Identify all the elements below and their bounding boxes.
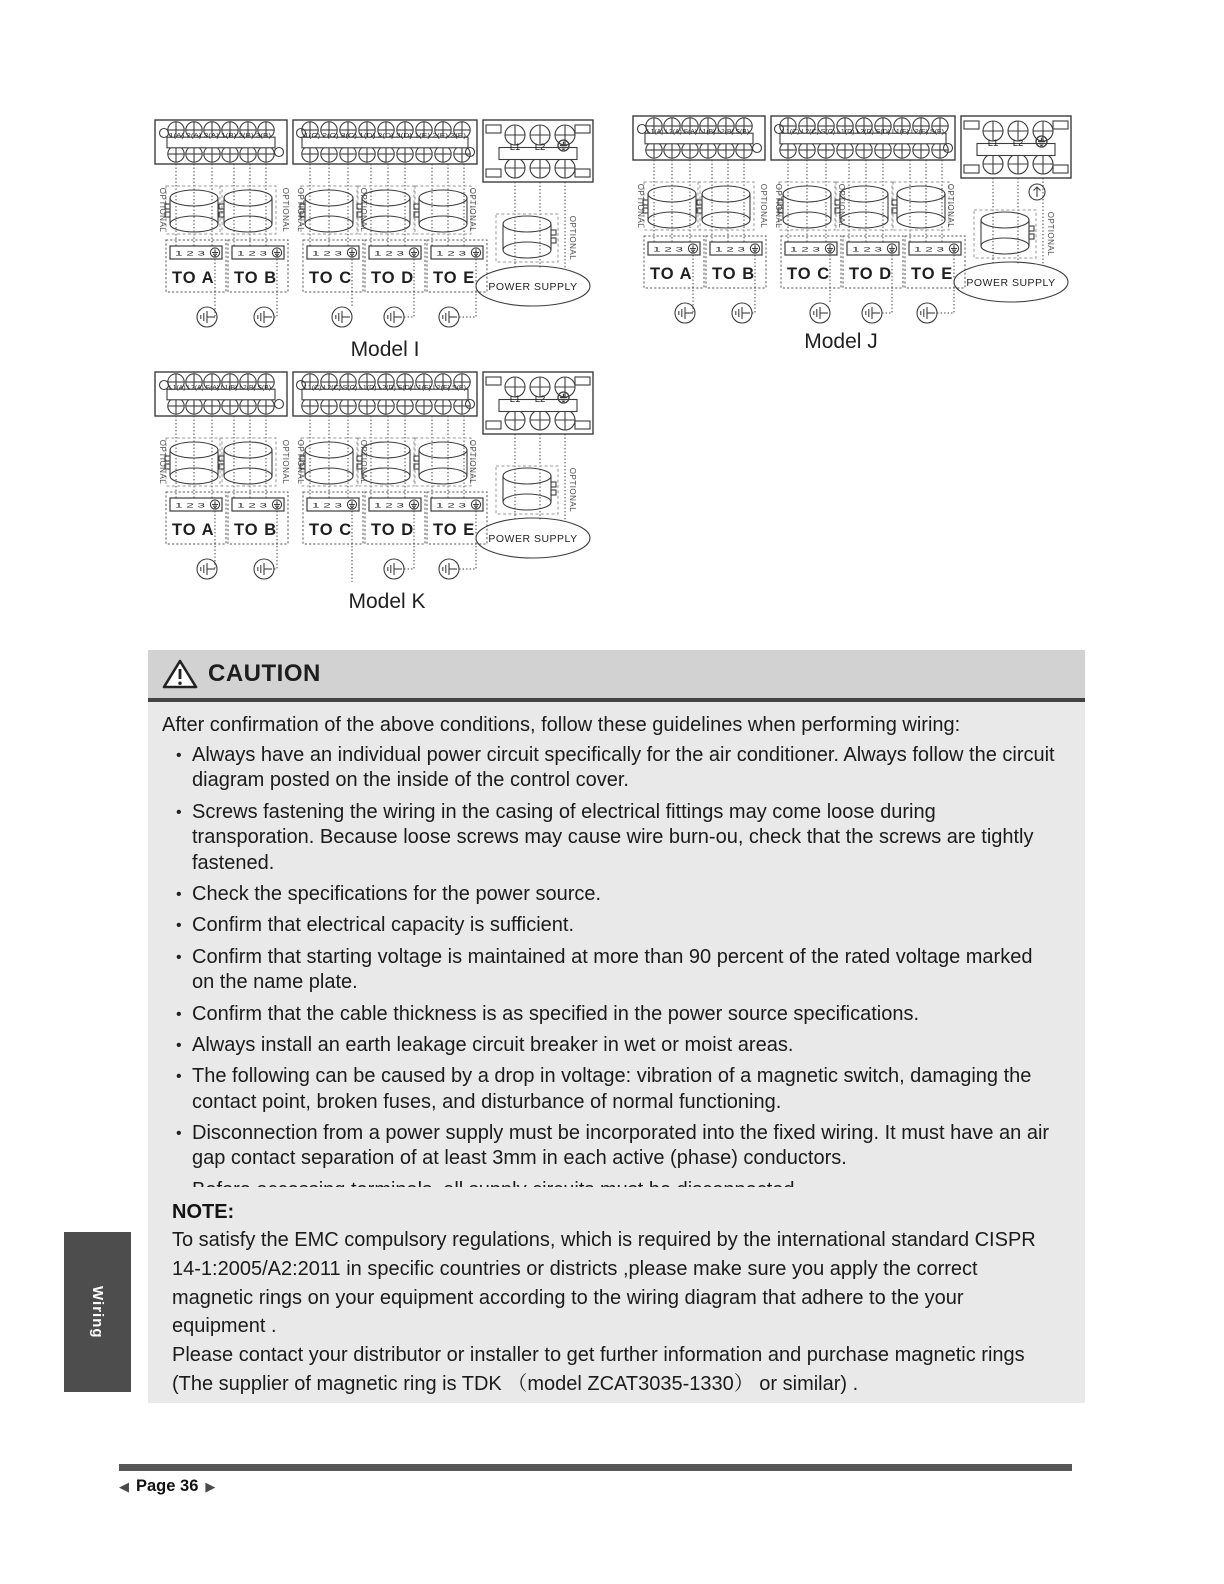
footer-page-nav (119, 1477, 215, 1496)
optional-label: OPTIONAL (359, 439, 368, 485)
ground-icon (917, 303, 937, 323)
earth-terminal-icon (558, 392, 569, 403)
pin-numbers: 1 2 3 (312, 250, 343, 258)
sidebar-tab-label: Wiring (89, 1285, 106, 1339)
connector-to-a (166, 492, 226, 544)
ground-icon (254, 559, 274, 579)
ground-icon (254, 307, 274, 327)
ferrite-ring (643, 186, 696, 228)
terminal-block-cde (771, 116, 955, 160)
optional-label: OPTIONAL (468, 187, 477, 233)
optional-label: OPTIONAL (296, 187, 305, 233)
connector-to-b (228, 492, 288, 544)
terminal-block-ab (155, 372, 287, 416)
earth-terminal-icon (347, 248, 356, 257)
pin-numbers: 1 2 3 (374, 502, 405, 510)
connector-label: TO B (234, 521, 278, 539)
caution-header (148, 650, 1085, 702)
connector-to-d (365, 240, 425, 292)
connector-label: TO E (911, 265, 954, 283)
connector-label: TO E (433, 521, 476, 539)
pin-numbers: 1 2 3 (852, 246, 883, 254)
optional-label: OPTIONAL (468, 439, 477, 485)
connector-to-d (365, 492, 425, 544)
optional-label: OPTIONAL (296, 439, 305, 485)
model-label: Model K (348, 590, 426, 613)
earth-terminal-icon (210, 500, 219, 509)
caution-list (160, 743, 1059, 1203)
ground-icon (732, 303, 752, 323)
caution-bullet: • Confirm that the cable thickness is as specified in the power source specifications. (160, 1002, 1059, 1027)
terminal-block-cde (293, 372, 477, 416)
connector-label: TO A (172, 269, 215, 287)
connector-label: TO D (849, 265, 893, 283)
connector-to-c (781, 236, 841, 288)
connector-label: TO E (433, 269, 476, 287)
optional-label: OPTIONAL (281, 439, 290, 485)
connector-to-e (905, 236, 965, 288)
terminal-labels: L1(A) L2(A) S(A) L1(B) L2(B) S(B) (647, 128, 749, 136)
connector-to-a (644, 236, 704, 288)
connector-to-a (166, 240, 226, 292)
ferrite-ring (697, 186, 750, 228)
connector-to-c (303, 240, 363, 292)
optional-label: OPTIONAL (568, 215, 577, 261)
ground-icon (197, 307, 217, 327)
optional-label: OPTIONAL (837, 183, 846, 229)
ground-icon (810, 303, 830, 323)
connector-label: TO D (371, 269, 415, 287)
terminal-labels: 1(C) 2(C) 3(C) 1(D) 2(D) 3(D) 1(E) 2(E) 3(E) (304, 132, 466, 140)
ferrite-ring (219, 190, 272, 232)
connector-to-c (303, 492, 363, 544)
ferrite-ring (165, 190, 218, 232)
power-supply-label: POWER SUPPLY (966, 277, 1056, 289)
earth-terminal-icon (887, 244, 896, 253)
earth-terminal-icon (688, 244, 697, 253)
pin-numbers: 1 2 3 (175, 250, 206, 258)
optional-label: OPTIONAL (759, 183, 768, 229)
caution-bullet: • Screws fastening the wiring in the casing of electrical fittings may come loose during transporation. Because loose screws may cause wire burn-ou, check that the screws are tightly fastened. (160, 800, 1059, 876)
connector-label: TO D (371, 521, 415, 539)
power-terminal-l2: L2 (1012, 138, 1024, 149)
ground-icon (439, 307, 459, 327)
earth-terminal-icon (347, 500, 356, 509)
optional-label: OPTIONAL (158, 439, 167, 485)
terminal-labels: L1(A) L2(A) S(A) L1(B) L2(B) S(B) (169, 384, 271, 392)
earth-terminal-icon (409, 248, 418, 257)
ground-icon (675, 303, 695, 323)
ferrite-ring (300, 190, 353, 232)
caution-body (148, 702, 1085, 1225)
wiring-diagram-model-j (628, 108, 1073, 358)
caution-bullet: • Always install an earth leakage circuit breaker in wet or moist areas. (160, 1033, 1059, 1058)
note-paragraph: Please contact your distributor or installer to get further information and purchase magnetic rings (The supplier of magnetic ring is TDK （model ZCAT3035-1330） or similar) . (172, 1344, 1025, 1395)
caution-intro: After confirmation of the above conditions, follow these guidelines when performing wiring: (162, 714, 961, 736)
power-supply-label: POWER SUPPLY (488, 533, 578, 545)
power-terminal-l2: L2 (534, 394, 546, 405)
connector-label: TO A (650, 265, 693, 283)
connector-label: TO A (172, 521, 215, 539)
ferrite-ring (778, 186, 831, 228)
connector-to-d (843, 236, 903, 288)
pin-numbers: 1 2 3 (237, 250, 268, 258)
connector-label: TO C (309, 269, 353, 287)
earth-terminal-icon (409, 500, 418, 509)
ground-icon (332, 307, 352, 327)
pin-numbers: 1 2 3 (653, 246, 684, 254)
pin-numbers: 1 2 3 (175, 502, 206, 510)
connector-label: TO C (787, 265, 831, 283)
pin-numbers: 1 2 3 (237, 502, 268, 510)
pin-numbers: 1 2 3 (715, 246, 746, 254)
caution-bullet: • Confirm that starting voltage is maintained at more than 90 percent of the rated voltage marked on the name plate. (160, 945, 1059, 996)
ground-wires (215, 259, 476, 317)
connector-label: TO B (234, 269, 278, 287)
ferrite-ring (414, 442, 467, 484)
earth-terminal-icon (825, 244, 834, 253)
connector-to-b (706, 236, 766, 288)
ferrite-ring (503, 468, 556, 510)
wiring-diagram-model-i (150, 112, 595, 362)
optional-label: OPTIONAL (946, 183, 955, 229)
power-supply-label: POWER SUPPLY (488, 281, 578, 293)
prev-page-icon[interactable]: ◀ (119, 1479, 129, 1494)
earth-terminal-icon (210, 248, 219, 257)
connector-label: TO C (309, 521, 353, 539)
connector-to-e (427, 240, 487, 292)
ground-icon (197, 559, 217, 579)
ground-icon (384, 559, 404, 579)
earth-terminal-icon (750, 244, 759, 253)
pin-numbers: 1 2 3 (436, 250, 467, 258)
optional-label: OPTIONAL (774, 183, 783, 229)
footer-divider-bar (119, 1464, 1072, 1471)
caution-bullet: • Check the specifications for the power source. (160, 882, 1059, 907)
ferrite-ring (503, 216, 556, 258)
power-terminal-l1: L1 (509, 394, 521, 405)
ferrite-ring (219, 442, 272, 484)
earth-terminal-icon (471, 248, 480, 257)
optional-label: OPTIONAL (359, 187, 368, 233)
ground-wires (693, 255, 954, 313)
pin-numbers: 1 2 3 (790, 246, 821, 254)
next-page-icon[interactable]: ▶ (205, 1479, 216, 1494)
earth-terminal-icon (949, 244, 958, 253)
terminal-block-ab (633, 116, 765, 160)
caution-bullet: • Disconnection from a power supply must be incorporated into the fixed wiring. It must have an air gap contact separation of at least 3mm in each active (phase) conductors. (160, 1121, 1059, 1172)
caution-bullet: • Always have an individual power circuit specifically for the air conditioner. Always follow the circuit diagram posted on the inside of the control cover. (160, 743, 1059, 794)
sidebar-tab-wiring (64, 1232, 131, 1392)
note-panel (148, 1187, 1085, 1403)
pin-numbers: 1 2 3 (436, 502, 467, 510)
caution-panel (148, 650, 1085, 1225)
ferrite-ring (165, 442, 218, 484)
optional-label: OPTIONAL (158, 187, 167, 233)
pin-numbers: 1 2 3 (914, 246, 945, 254)
terminal-block-ab (155, 120, 287, 164)
terminal-block-cde (293, 120, 477, 164)
earth-terminal-icon (272, 500, 281, 509)
terminal-labels: L1(C) L2(C) S(C) L1(D) L2(D) S(D) L1(E) L2(E) S(E) (304, 384, 466, 392)
earth-terminal-icon (471, 500, 480, 509)
ferrite-ring (300, 442, 353, 484)
connector-to-e (427, 492, 487, 544)
ferrite-ring (892, 186, 945, 228)
ground-icon (384, 307, 404, 327)
warning-triangle-icon (162, 658, 198, 690)
earth-terminal-icon (1036, 136, 1047, 147)
power-terminal-l1: L1 (987, 138, 999, 149)
pin-numbers: 1 2 3 (374, 250, 405, 258)
caution-bullet: • Confirm that electrical capacity is sufficient. (160, 913, 1059, 938)
optional-label: OPTIONAL (568, 467, 577, 513)
earth-terminal-icon (272, 248, 281, 257)
wiring-diagram-model-k (150, 364, 595, 614)
earth-terminal-icon (558, 140, 569, 151)
note-paragraph: To satisfy the EMC compulsory regulations, which is required by the international standard CISPR 14-1:2005/A2:2011 in specific countries or districts ,please make sure you apply the correct magnetic rings on your equipment according to the wiring diagram that adhere to the your equipment . (172, 1229, 1036, 1338)
ground-icon (862, 303, 882, 323)
ferrite-ring (981, 212, 1034, 254)
power-terminal-l1: L1 (509, 142, 521, 153)
caution-bullet: • The following can be caused by a drop in voltage: vibration of a magnetic switch, damaging the contact point, broken fuses, and disturbance of normal functioning. (160, 1064, 1059, 1115)
ferrite-ring (414, 190, 467, 232)
ground-icon (439, 559, 459, 579)
model-label: Model J (804, 330, 878, 353)
connector-label: TO B (712, 265, 756, 283)
optional-label: OPTIONAL (636, 183, 645, 229)
page-number-label: Page 36 (136, 1477, 199, 1495)
optional-label: OPTIONAL (281, 187, 290, 233)
pin-numbers: 1 2 3 (312, 502, 343, 510)
note-title: NOTE: (172, 1201, 235, 1223)
terminal-labels: 1(A) 2(A) 3(A) 1(B) 2(B) 3(B) (169, 132, 271, 140)
caution-title: CAUTION (208, 660, 321, 687)
optional-label: OPTIONAL (1046, 211, 1055, 257)
power-terminal-l2: L2 (534, 142, 546, 153)
connector-to-b (228, 240, 288, 292)
model-label: Model I (350, 338, 420, 361)
terminal-labels: L1(C) L2(C) S(C) L1(D) L2(D) S(D) L1(E) L2(E) S(E) (782, 128, 944, 136)
